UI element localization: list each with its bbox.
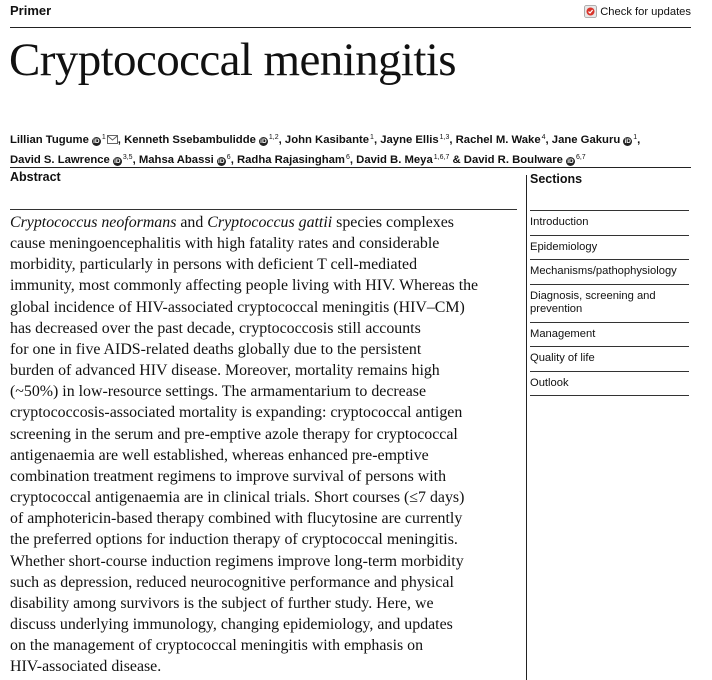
author-entry xyxy=(10,134,118,146)
abstract-line xyxy=(10,318,525,339)
sections-heading: Sections xyxy=(530,172,583,186)
orcid-icon[interactable]: iD xyxy=(567,158,574,165)
abstract-text-span: Whether short-course induction regimens improve long-term morbidity xyxy=(10,552,464,570)
section-link[interactable]: Quality of life xyxy=(530,347,689,372)
article-title: Cryptococcal meningitis xyxy=(9,34,456,86)
author-affiliation: 6 xyxy=(226,154,231,161)
author-affiliation: 1 xyxy=(370,134,374,141)
abstract-line xyxy=(10,635,525,656)
abstract-text-span: and xyxy=(176,214,208,231)
abstract-line xyxy=(10,466,525,487)
section-link[interactable]: Mechanisms/pathophysiology xyxy=(530,260,689,285)
author-affiliation: 1,3 xyxy=(439,134,450,141)
species-name: Cryptococcus neoformans xyxy=(10,214,177,231)
abstract-text-span: screening in the serum and pre-emptive azole therapy for cryptococcal xyxy=(10,425,458,443)
sections-nav xyxy=(530,210,689,396)
abstract-text-span: immunity, most commonly affecting people living with HIV. Whereas the xyxy=(10,277,479,295)
author-entry xyxy=(139,154,231,166)
author-name[interactable]: David B. Meya xyxy=(356,154,433,166)
abstract-text-span: antigenaemia are well established, whereas enhanced pre-emptive xyxy=(10,446,429,464)
abstract-line xyxy=(10,233,525,254)
abstract-text-span: the preferred options for induction therapy of cryptococcal meningitis. xyxy=(10,531,458,549)
abstract-text-span: discuss underlying immunology, changing epidemiology, and updates xyxy=(10,615,453,633)
abstract-text-span: cryptococcosis-associated mortality is expanding: cryptococcal antigen xyxy=(10,404,463,422)
abstract-heading: Abstract xyxy=(10,170,61,184)
section-link[interactable]: Introduction xyxy=(530,211,689,236)
orcid-icon[interactable]: iD xyxy=(114,158,121,165)
author-affiliation: 3,5 xyxy=(122,154,133,161)
author-entry xyxy=(552,134,637,146)
orcid-icon[interactable]: iD xyxy=(218,158,225,165)
species-name: Cryptococcus gattii xyxy=(207,214,333,231)
abstract-line xyxy=(10,572,525,593)
section-link[interactable]: Management xyxy=(530,323,689,348)
abstract-line xyxy=(10,212,525,233)
abstract-text-span: HIV-associated disease. xyxy=(10,658,162,676)
abstract-line xyxy=(10,254,525,275)
abstract-line xyxy=(10,656,525,677)
abstract-line xyxy=(10,508,525,529)
abstract-line xyxy=(10,402,525,423)
abstract-line xyxy=(10,614,525,635)
top-bar xyxy=(10,0,691,28)
author-entry xyxy=(456,134,546,146)
abstract-text-span: combination treatment regimens to improve survival of persons with xyxy=(10,467,447,485)
abstract-line xyxy=(10,593,525,614)
author-entry xyxy=(464,154,586,166)
check-for-updates-icon xyxy=(584,5,597,18)
author-affiliation: 1 xyxy=(101,134,106,141)
orcid-icon[interactable]: iD xyxy=(624,138,631,145)
abstract-text-span: has decreased over the past decade, cryptococcosis still accounts xyxy=(10,319,421,337)
author-name[interactable]: John Kasibante xyxy=(284,134,370,146)
abstract-text xyxy=(10,212,525,677)
author-affiliation: 1 xyxy=(633,134,638,141)
author-name[interactable]: Lillian Tugume xyxy=(10,134,89,146)
abstract-line xyxy=(10,551,525,572)
header-divider xyxy=(10,167,691,168)
author-name[interactable]: Jayne Ellis xyxy=(380,134,439,146)
check-for-updates-label: Check for updates xyxy=(600,5,691,18)
author-affiliation: 6,7 xyxy=(575,154,586,161)
section-link[interactable]: Diagnosis, screening and prevention xyxy=(530,285,689,323)
author-name[interactable]: Radha Rajasingham xyxy=(236,154,345,166)
abstract-text-span: of amphotericin-based therapy combined with flucytosine are currently xyxy=(10,510,463,528)
orcid-icon[interactable]: iD xyxy=(260,138,267,145)
author-name[interactable]: Kenneth Ssebambulidde xyxy=(124,134,256,146)
abstract-text-span: species complexes xyxy=(332,214,454,231)
author-affiliation: 1,2 xyxy=(268,134,279,141)
abstract-line xyxy=(10,487,525,508)
abstract-line xyxy=(10,275,525,296)
abstract-line xyxy=(10,339,525,360)
mail-icon[interactable] xyxy=(107,135,118,144)
abstract-text-span: such as depression, reduced neurocognitive performance and physical xyxy=(10,573,454,591)
author-name[interactable]: Jane Gakuru xyxy=(551,134,621,146)
author-name[interactable]: Rachel M. Wake xyxy=(455,134,541,146)
abstract-text-span: morbidity, particularly in persons with deficient T cell-mediated xyxy=(10,256,418,274)
abstract-divider xyxy=(10,209,517,210)
column-divider xyxy=(526,175,527,680)
abstract-text-span: on the management of cryptococcal meningitis with emphasis on xyxy=(10,637,424,655)
section-link[interactable]: Epidemiology xyxy=(530,236,689,261)
author-entry xyxy=(356,154,449,166)
author-entry xyxy=(380,134,449,146)
abstract-line xyxy=(10,445,525,466)
abstract-line xyxy=(10,529,525,550)
author-name[interactable]: David S. Lawrence xyxy=(10,154,110,166)
author-list: Lillian Tugume $iD^1$ , Kenneth Ssebambulidde iD$^{1,2}$, John Kasibante$^1$, Jayne Ellis$^{1,3}$, Rachel M. Wake$^4$, Jane Gakuru $iD^1$, David S. Lawrence iD$^{3,5}$, Mahsa Abassi $iD^6$, Radha Rajasingham$^6$, David B. Meya$^{1,6,7}$ & David R. Boulware iD$^{6,7}$ xyxy=(10,134,641,166)
orcid-icon[interactable]: iD xyxy=(93,138,100,145)
abstract-text-span: (~50%) in low-resource settings. The armamentarium to decrease xyxy=(10,383,427,401)
abstract-line xyxy=(10,424,525,445)
author-affiliation: 4 xyxy=(541,134,546,141)
abstract-line xyxy=(10,297,525,318)
abstract-text-span: cause meningoencephalitis with high fatality rates and considerable xyxy=(10,235,440,253)
check-for-updates-button[interactable] xyxy=(584,5,691,18)
abstract-text-span: disability among survivors is the subject of further study. Here, we xyxy=(10,594,434,612)
author-name[interactable]: Mahsa Abassi xyxy=(138,154,214,166)
abstract-text-span: burden of advanced HIV disease. Moreover, mortality remains high xyxy=(10,362,440,380)
abstract-text-span: cryptococcal antigenaemia are in clinical trials. Short courses (≤7 days) xyxy=(10,489,465,507)
author-entry xyxy=(10,154,133,166)
author-affiliation: 6 xyxy=(345,154,350,161)
abstract-line xyxy=(10,360,525,381)
abstract-text-span: for one in five AIDS-related deaths globally due to the persistent xyxy=(10,340,422,358)
author-affiliation: 1,6,7 xyxy=(433,154,450,161)
author-name[interactable]: David R. Boulware xyxy=(463,154,563,166)
author-entry xyxy=(237,154,350,166)
abstract-text-span: global incidence of HIV-associated cryptococcal meningitis (HIV–CM) xyxy=(10,298,465,316)
abstract-line xyxy=(10,381,525,402)
article-type-label: Primer xyxy=(10,3,52,18)
author-entry xyxy=(285,134,374,146)
section-link[interactable]: Outlook xyxy=(530,372,689,397)
author-entry xyxy=(124,134,279,146)
